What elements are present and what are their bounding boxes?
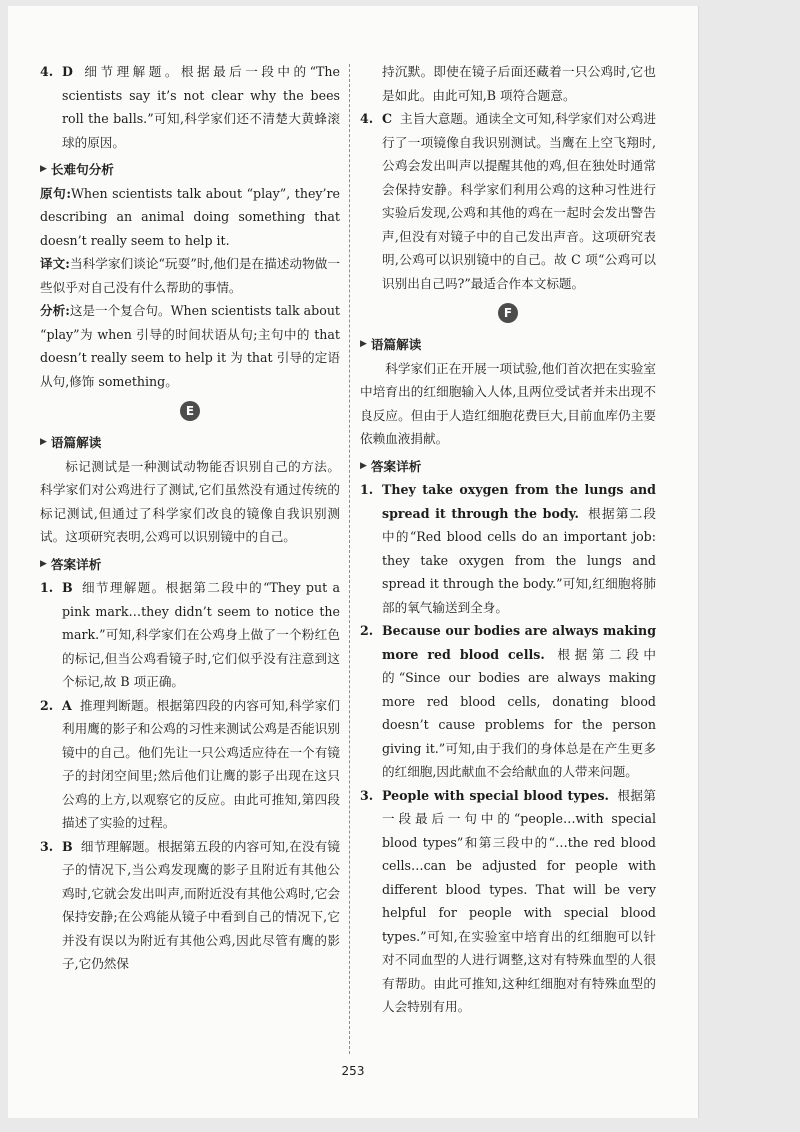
left-column [40,60,340,976]
answer-item-e-3-continued [360,60,656,107]
section-heading-long-sentence [40,158,340,182]
explanation: 根据第二段中的“Since our bodies are always making more red blood cells, donating blood doesn’t cause problems for the person giving it.”可知,由于我们的身体总是在产生更多的红细胞,因此献血不会给献血的人带来问题。 [382,646,657,779]
section-heading-reading [40,431,340,455]
section-heading-answers [360,455,656,479]
item-number: 2. [40,697,54,713]
section-badge-f [360,299,656,329]
item-number: 2. [360,623,374,638]
answer-item-f-2 [360,619,656,784]
triangle-icon: ▶ [40,164,47,174]
explanation: 推理判断题。根据第四段的内容可知,科学家们利用鹰的影子和公鸡的习性来测试公鸡是否能识别镜中的自己。他们先让一只公鸡适应待在一个有镜子的封闭空间里;然后他们让鹰的影子出现在这只公鸡的上方,以观察它的反应。由此可推知,第四段描述了实验的过程。 [62,697,340,830]
heading-text: 语篇解读 [50,435,102,450]
answer-letter: C [382,111,393,126]
answer-item-f-1 [360,478,656,619]
answer-text: People with special blood types. [382,787,609,803]
label: 分析: [40,303,70,318]
explanation: 主旨大意题。通读全文可知,科学家们对公鸡进行了一项镜像自我识别测试。当鹰在上空飞翔时,公鸡会发出叫声以提醒其他的鸡,但在独处时通常会保持安静。科学家们利用公鸡的这种习性进行实验后发现,公鸡和其他的鸡在一起时会发出警告声,但没有对镜子中的自己发出声音。这项研究表明,公鸡可以识别镜中的自己。故 C 项“公鸡可以识别出自己吗?”最适合作本文标题。 [382,111,656,291]
analysis [40,299,340,393]
heading-text: 语篇解读 [370,337,422,352]
answer-item-e-1 [40,576,340,694]
triangle-icon: ▶ [360,460,367,471]
section-letter: E [180,401,200,421]
reading-summary: 标记测试是一种测试动物能否识别自己的方法。科学家们对公鸡进行了测试,它们虽然没有通过传统的标记测试,但通过了科学家们改良的镜像自我识别测试。这项研究表明,公鸡可以识别镜中的自己。 [40,458,340,544]
section-heading-answers [40,553,340,577]
triangle-icon: ▶ [40,558,47,569]
label: 译文: [40,256,70,271]
answer-item-e-2 [40,694,340,835]
original-sentence [40,182,340,253]
item-number: 3. [360,787,374,803]
explanation: 持沉默。即使在镜子后面还藏着一只公鸡时,它也是如此。由此可知,B 项符合题意。 [382,64,656,103]
answer-item-f-3 [360,784,656,1019]
answer-letter: D [62,64,73,79]
explanation: 细节理解题。根据最后一段中的“The scientists say it’s not clear why the bees roll the balls.”可知,科学家们还不清楚大黄蜂滚球的原因。 [62,64,340,150]
item-number: 1. [360,482,374,497]
explanation: 根据第一段最后一句中的“people…with special blood types”和第三段中的“…the red blood cells…can be adjusted for people with different blood types. That will be very helpful for people with special blood types.”可知,在实验室中培育出的红细胞可以针对不同血型的人进行调整,这对有特殊血型的人很有帮助。由此可推知,这种红细胞对有特殊血型的人会特别有用。 [382,787,657,1014]
text: 当科学家们谈论“玩耍”时,他们是在描述动物做一些似乎对自己没有什么帮助的事情。 [40,256,340,295]
explanation: 根据第二段中的“Red blood cells do an important job: they take oxygen from the lungs and spread it through the body.”可知,红细胞将肺部的氧气输送到全身。 [382,505,657,615]
page [8,6,699,1118]
item-number: 3. [40,838,54,854]
explanation: 细节理解题。根据第五段的内容可知,在没有镜子的情况下,当公鸡发现鹰的影子且附近有其他公鸡时,它就会发出叫声,而附近没有其他公鸡时,它会保持安静;在公鸡能从镜子中看到自己的情况下,它并没有误以为附近有其他公鸡,因此尽管有鹰的影子,它仍然保 [62,838,340,971]
answer-letter: A [62,697,72,713]
section-badge-e [40,397,340,427]
triangle-icon: ▶ [40,437,47,447]
explanation: 细节理解题。根据第二段中的“They put a pink mark…they didn’t seem to notice the mark.”可知,科学家们在公鸡身上做了一个粉红色的标记,但当公鸡看镜子时,它们似乎没有注意到这个标记,故 B 项正确。 [62,580,340,689]
answer-text: Because our bodies are always making more red blood cells. [382,623,656,662]
answer-letter: B [62,580,73,595]
answer-item-e-4 [360,107,656,295]
reading-summary: 科学家们正在开展一项试验,他们首次把在实验室中培育出的红细胞输入人体,且两位受试者并未出现不良反应。但由于人造红细胞花费巨大,目前血库仍主要依赖血液捐献。 [360,360,656,446]
answer-letter: B [62,838,73,854]
answer-item-e-3 [40,835,340,976]
item-number: 1. [40,580,54,595]
heading-text: 长难句分析 [50,162,114,177]
heading-text: 答案详析 [370,458,422,474]
item-number: 4. [40,64,54,79]
translation [40,252,340,299]
label: 原句: [40,185,71,201]
answer-text: They take oxygen from the lungs and spread it through the body. [382,482,656,521]
triangle-icon: ▶ [360,339,367,349]
heading-text: 答案详析 [50,556,102,572]
answer-item-e0-4 [40,60,340,154]
column-divider [349,64,350,1054]
text: 这是一个复合句。When scientists talk about “play”为 when 引导的时间状语从句;主句中的 that doesn’t really seem to help it 为 that 引导的定语从句,修饰 something。 [40,303,340,389]
item-number: 4. [360,111,374,126]
right-column [360,60,656,1019]
section-letter: F [498,303,518,323]
section-heading-reading [360,333,656,357]
text: When scientists talk about “play”, they’re describing an animal doing something that doesn’t really seem to help it. [40,185,340,248]
page-number: 253 [341,1064,365,1078]
